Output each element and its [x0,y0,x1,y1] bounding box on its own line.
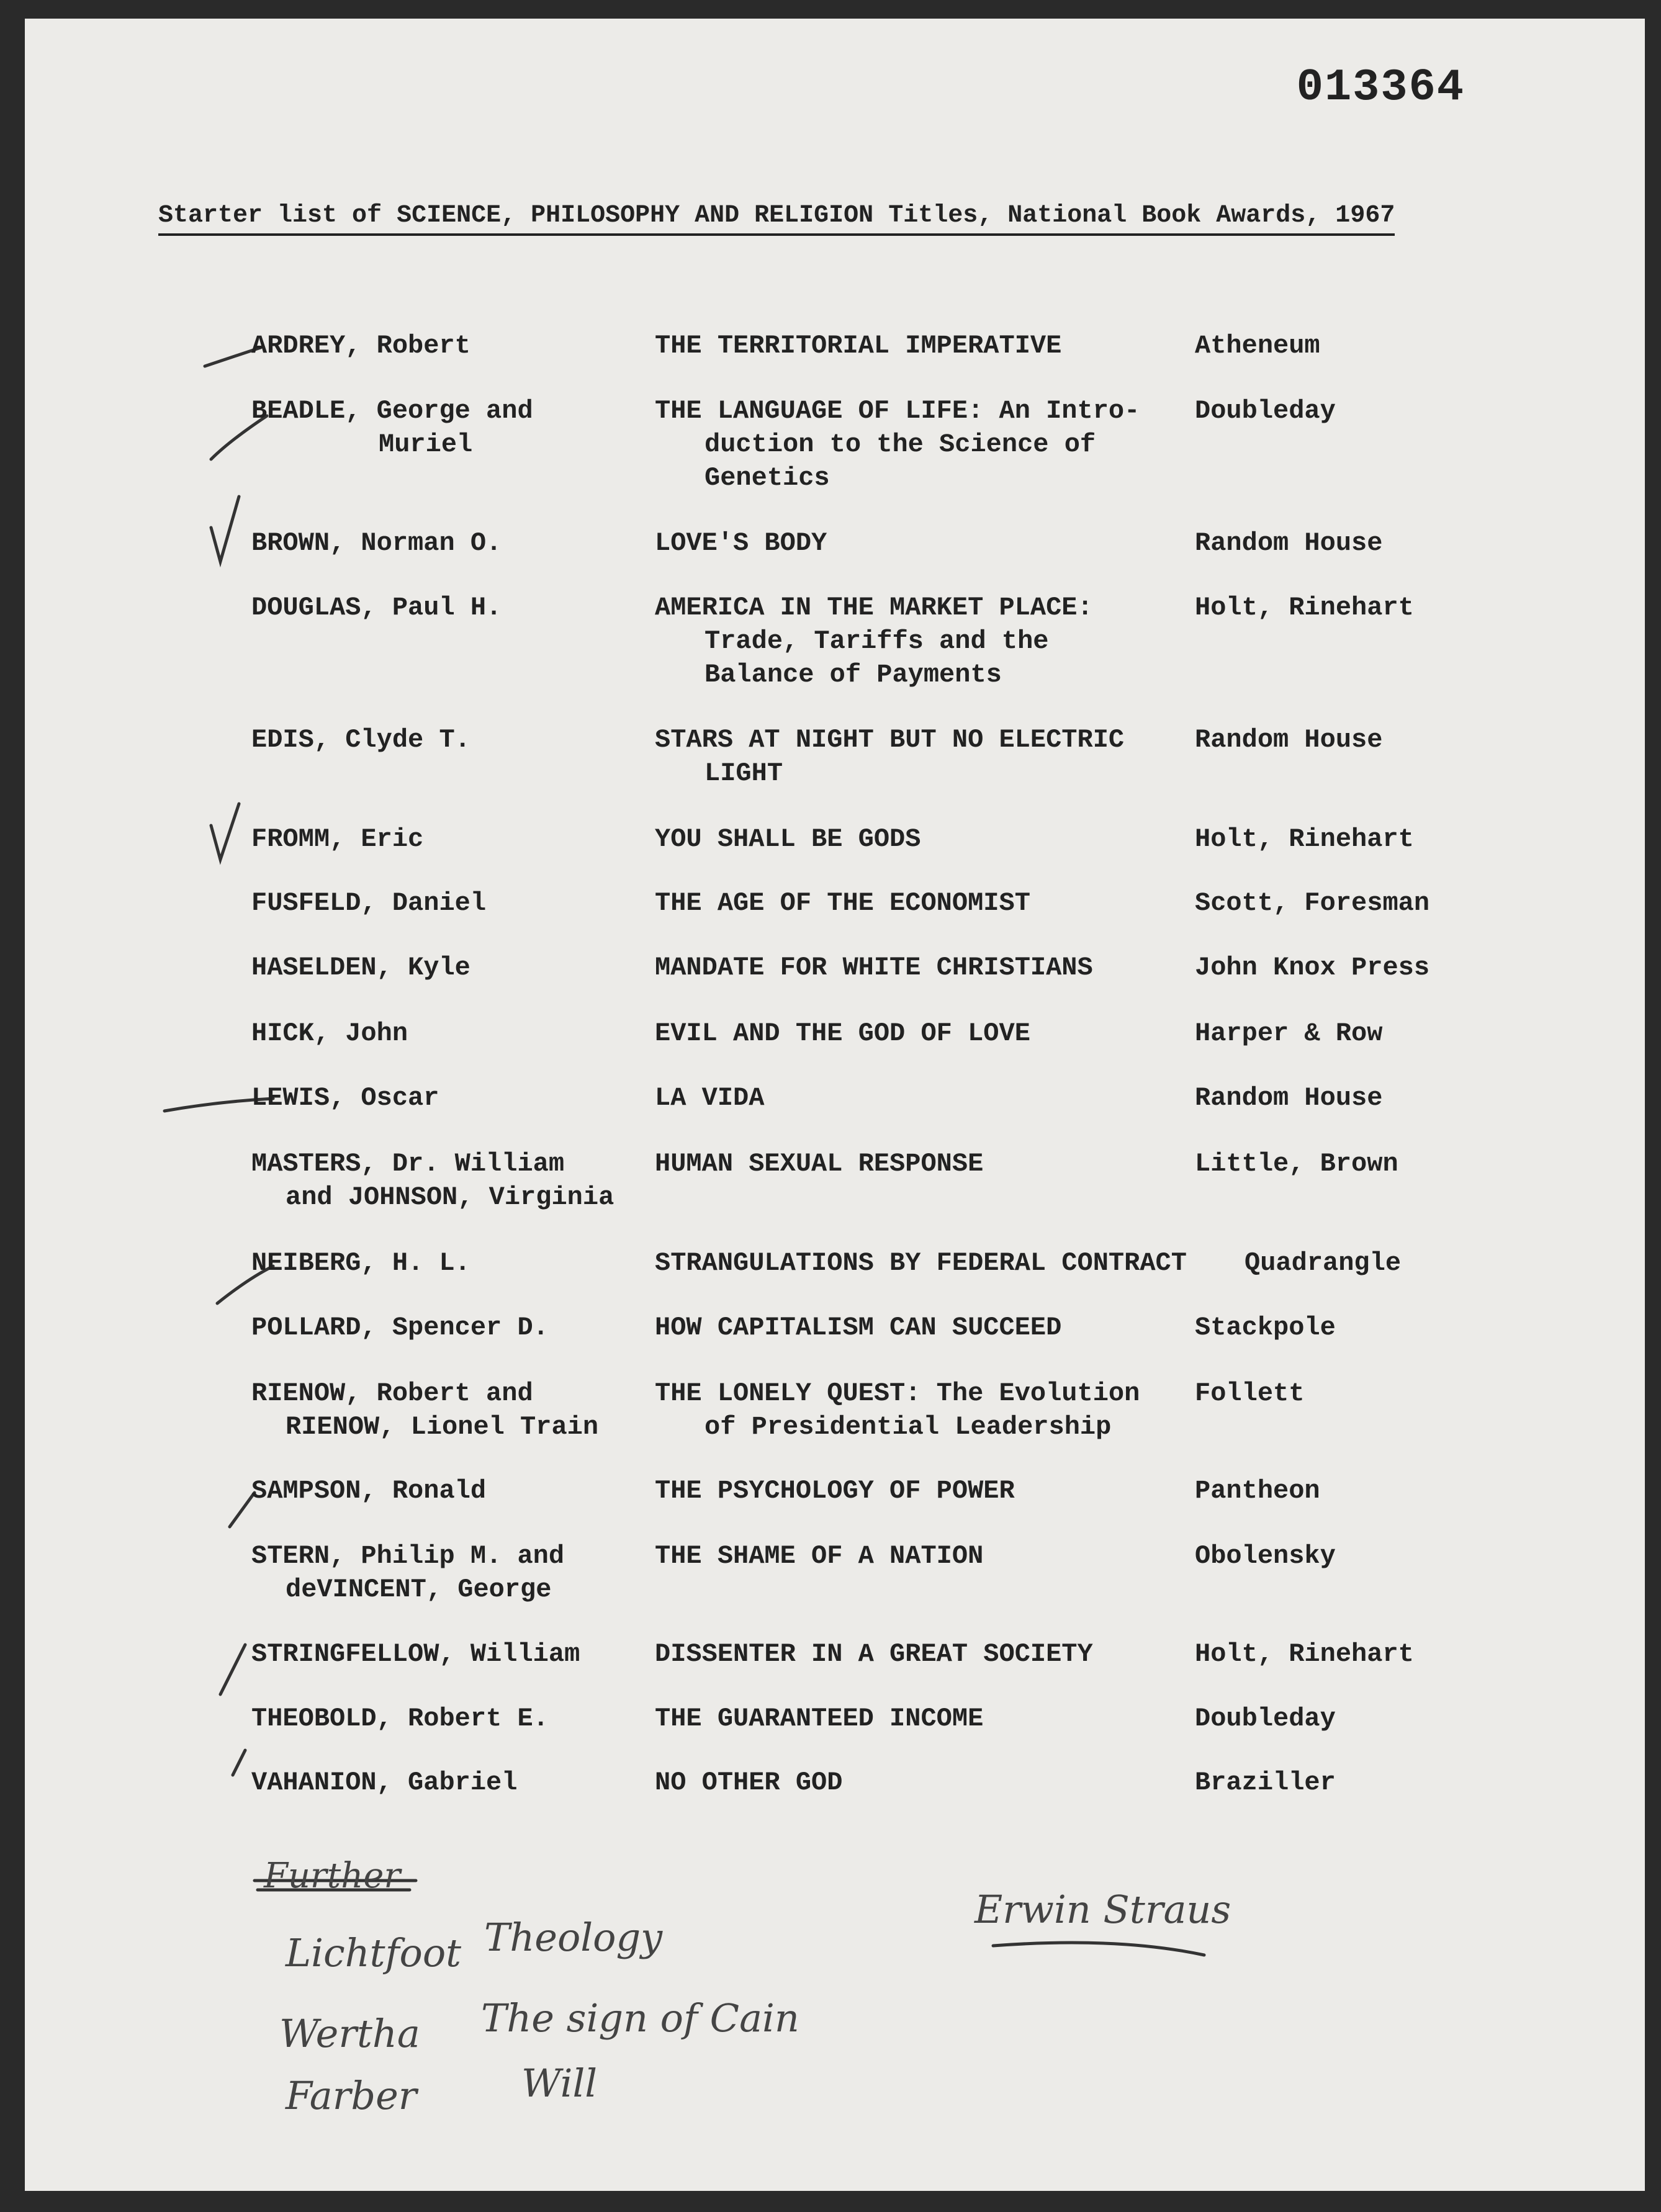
handwritten-title: The sign of Cain [481,1995,799,2041]
slash-mark [220,1645,245,1694]
book-title: AMERICA IN THE MARKET PLACE: Trade, Tariffs and the Balance of Payments [655,593,1093,690]
publisher: Doubleday [1195,396,1336,426]
slash-mark [230,1493,254,1527]
author: FUSFELD, Daniel [251,888,487,918]
publisher: Little, Brown [1195,1149,1398,1179]
author: HASELDEN, Kyle [251,953,470,982]
author: THEOBOLD, Robert E. [251,1704,549,1733]
book-title: YOU SHALL BE GODS [655,824,921,854]
page-title: Starter list of SCIENCE, PHILOSOPHY AND RELIGION Titles, National Book Awards, 1967 [158,202,1395,236]
publisher: Holt, Rinehart [1195,824,1414,854]
book-title: HOW CAPITALISM CAN SUCCEED [655,1313,1062,1342]
publisher: Follett [1195,1378,1305,1408]
book-title: HUMAN SEXUAL RESPONSE [655,1149,984,1179]
publisher: Random House [1195,1083,1383,1113]
publisher: Pantheon [1195,1476,1320,1506]
publisher: Random House [1195,528,1383,558]
author: HICK, John [251,1018,408,1048]
document-number: 013364 [1296,62,1465,113]
book-title: DISSENTER IN A GREAT SOCIETY [655,1639,1093,1669]
book-title: LOVE'S BODY [655,528,827,558]
publisher: Holt, Rinehart [1195,1639,1414,1669]
author: STERN, Philip M. and deVINCENT, George [251,1541,565,1604]
author: NEIBERG, H. L. [251,1248,470,1278]
publisher: Quadrangle [1245,1248,1402,1278]
handwritten-title: Will [521,2061,598,2106]
book-title: MANDATE FOR WHITE CHRISTIANS [655,953,1093,982]
book-title: THE SHAME OF A NATION [655,1541,984,1571]
publisher: Braziller [1195,1768,1336,1797]
publisher: John Knox Press [1195,953,1430,982]
author: STRINGFELLOW, William [251,1639,580,1669]
book-title: THE TERRITORIAL IMPERATIVE [655,331,1062,361]
handwritten-underline [993,1943,1204,1955]
book-title: THE GUARANTEED INCOME [655,1704,984,1733]
author: BEADLE, George and Muriel [251,396,533,459]
author: RIENOW, Robert and RIENOW, Lionel Train [251,1378,599,1442]
check-mark [211,804,239,860]
handwritten-name: Lichtfoot [286,1930,462,1976]
book-title: THE LONELY QUEST: The Evolution of Presidential Leadership [655,1378,1140,1442]
publisher: Stackpole [1195,1313,1336,1342]
publisher: Doubleday [1195,1704,1336,1733]
publisher: Scott, Foresman [1195,888,1430,918]
author: POLLARD, Spencer D. [251,1313,549,1342]
handwritten-side-name: Erwin Straus [975,1887,1231,1932]
author: MASTERS, Dr. William and JOHNSON, Virginia [251,1149,614,1212]
author: LEWIS, Oscar [251,1083,439,1113]
check-mark [211,497,239,562]
handwritten-name: Farber [286,2073,417,2118]
publisher: Obolensky [1195,1541,1336,1571]
author: FROMM, Eric [251,824,424,854]
author: VAHANION, Gabriel [251,1768,518,1797]
book-title: EVIL AND THE GOD OF LOVE [655,1018,1030,1048]
crossed-out-word: Further [264,1856,401,1896]
document-page [25,19,1645,2191]
author: DOUGLAS, Paul H. [251,593,502,623]
handwritten-name: Wertha [279,2011,420,2056]
author: ARDREY, Robert [251,331,470,361]
publisher: Random House [1195,725,1383,755]
author: BROWN, Norman O. [251,528,502,558]
book-title: THE PSYCHOLOGY OF POWER [655,1476,1015,1506]
publisher: Holt, Rinehart [1195,593,1414,623]
book-title: STARS AT NIGHT BUT NO ELECTRIC LIGHT [655,725,1125,788]
author: EDIS, Clyde T. [251,725,470,755]
handwritten-title: Theology [484,1915,663,1960]
slash-mark [233,1750,245,1775]
author: SAMPSON, Ronald [251,1476,487,1506]
book-title: THE LANGUAGE OF LIFE: An Intro- duction to the Science of Genetics [655,396,1140,493]
publisher: Atheneum [1195,331,1320,361]
book-title: LA VIDA [655,1083,765,1113]
book-title: NO OTHER GOD [655,1768,843,1797]
book-title: STRANGULATIONS BY FEDERAL CONTRACT [655,1248,1187,1278]
publisher: Harper & Row [1195,1018,1383,1048]
book-title: THE AGE OF THE ECONOMIST [655,888,1030,918]
